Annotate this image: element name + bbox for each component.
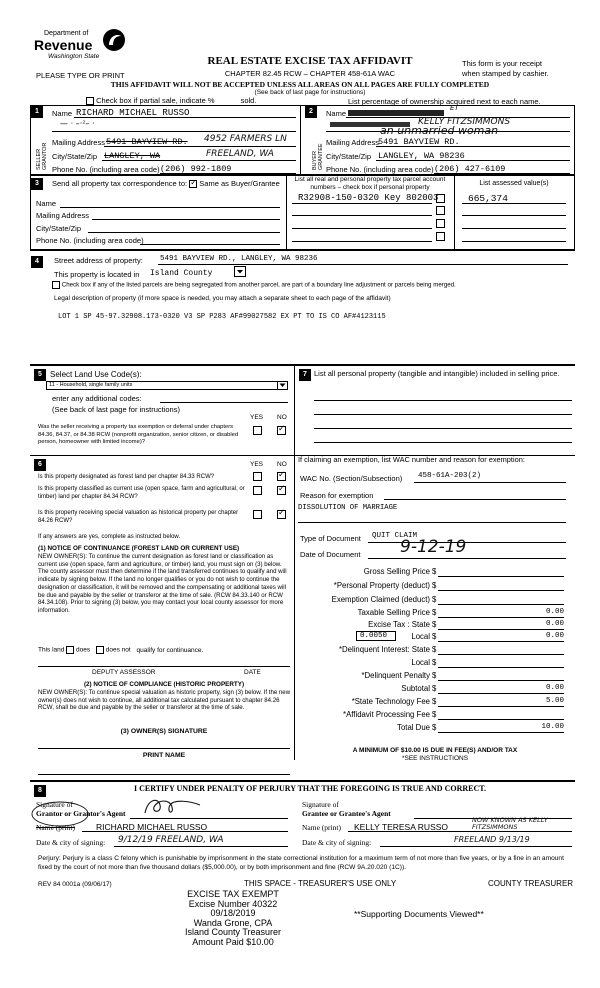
section-6-number: 6 <box>34 459 46 471</box>
forest-q3-yes[interactable] <box>253 510 262 519</box>
forest-q3: Is this property receiving special valuation as historical property per chapter 84.26 RCW? <box>38 510 239 524</box>
doc-type-value[interactable]: QUIT CLAIM <box>372 532 418 540</box>
treasurer-space-label: THIS SPACE - TREASURER'S USE ONLY <box>244 879 397 888</box>
buyer-name-suffix: ET <box>450 104 459 112</box>
dor-logo <box>34 28 134 70</box>
seller-city-label: City/State/Zip <box>52 152 98 161</box>
wac-value[interactable]: 458-61A-203(2) <box>418 472 482 480</box>
sold-label: sold. <box>240 96 257 105</box>
fee-label: *Delinquent Interest: State <box>338 645 430 654</box>
same-as-buyer-checkbox[interactable] <box>189 180 197 188</box>
corr-name-label: Name <box>36 199 57 208</box>
see-back-note: (See back of last page for instructions) <box>254 89 366 96</box>
seller-name-label: Name <box>52 109 73 118</box>
same-as-buyer-label: Same as Buyer/Grantee <box>199 179 280 188</box>
grantor-signature-icon <box>140 795 230 819</box>
street-label: Street address of property: <box>54 256 143 265</box>
notice2-title: (2) NOTICE OF COMPLIANCE (HISTORIC PROPERTY) <box>83 681 245 688</box>
doc-date-label: Date of Document <box>300 550 361 559</box>
land-use-select[interactable] <box>46 381 288 390</box>
grantee-date-city-label: Date & city of signing: <box>302 838 372 847</box>
seller-mailing-label: Mailing Address <box>52 138 105 147</box>
does-checkbox[interactable] <box>66 646 74 654</box>
partial-sale-checkbox[interactable] <box>86 97 94 105</box>
exemption-question: Was the seller receiving a property tax exemption or deferral under chapters 84.36, 84.37, or 84.38 RCW (nonprofit organization, senior citizen, or disabled person, homeowner with limited income)? <box>38 424 239 445</box>
buyer-mailing-label: Mailing Address <box>326 138 379 147</box>
form-warning: THIS AFFIDAVIT WILL NOT BE ACCEPTED UNLESS ALL AREAS ON ALL PAGES ARE FULLY COMPLETED <box>110 80 490 89</box>
form-rev: REV 84 0001a (09/06/17) <box>38 881 112 888</box>
stamp-line-2: Excise Number 40322 <box>188 898 278 909</box>
parcel-1-personal-checkbox[interactable] <box>436 194 445 203</box>
additional-codes-label: enter any additional codes: <box>52 394 142 403</box>
deputy-date-label: DATE <box>244 669 261 676</box>
deputy-assessor-label: DEPUTY ASSESSOR <box>92 669 156 676</box>
land-use-dropdown-button[interactable] <box>277 382 287 389</box>
ownership-label: List percentage of ownership acquired next to each name. <box>348 97 541 106</box>
treasurer-stamp <box>150 890 316 947</box>
section-2-number: 2 <box>305 106 317 118</box>
forest-yes-header: YES <box>250 461 264 468</box>
exemption-claim-label: If claiming an exemption, list WAC number and reason for exemption: <box>298 455 525 464</box>
logo-emblem-icon <box>102 28 126 52</box>
land-use-yes-checkbox[interactable] <box>253 426 262 435</box>
legal-value[interactable]: LOT 1 SP 45-97.32908.173-0320 V3 SP P283 AF#99027582 EX PT TO IS CO AF#4123115 <box>58 313 386 321</box>
segregated-label: Check box if any of the listed parcels are being segregated from another parcel, are part of a boundary line adjustment or parcels being merged. <box>61 281 456 289</box>
segregated-checkbox[interactable] <box>52 281 60 289</box>
forest-q1: Is this property designated as forest land per chapter 84.33 RCW? <box>38 474 215 480</box>
reason-label: Reason for exemption <box>300 491 374 500</box>
doc-date-value[interactable]: 9-12-19 <box>400 537 467 557</box>
fee-label: Exemption Claimed (deduct) <box>331 595 430 604</box>
buyer-name-redaction <box>348 110 444 116</box>
section-5-number: 5 <box>34 369 46 381</box>
seller-city-handwritten: FREELAND, WA <box>206 149 274 159</box>
fee-label: Taxable Selling Price <box>357 608 430 617</box>
section-4-number: 4 <box>31 256 43 268</box>
grantor-agent-label: Grantor or Grantor's Agent <box>36 809 126 818</box>
stamp-line-1: EXCISE TAX EXEMPT <box>187 889 279 899</box>
seller-phone-value[interactable]: (206) 992-1809 <box>160 164 232 174</box>
form-chapters: CHAPTER 82.45 RCW – CHAPTER 458-61A WAC <box>224 69 396 78</box>
grantor-date-city-label: Date & city of signing: <box>36 838 106 847</box>
fee-label: Local <box>411 632 430 641</box>
form-title: REAL ESTATE EXCISE TAX AFFIDAVIT <box>207 55 413 67</box>
buyer-side-label: BUYER GRANTEE <box>312 143 324 170</box>
minimum-note: A MINIMUM OF $10.00 IS DUE IN FEE(S) AND/OR TAX <box>352 747 518 754</box>
parcel-2-personal-checkbox[interactable] <box>436 206 445 215</box>
assessed-value[interactable]: 665,374 <box>468 193 508 204</box>
logo-state-text: Washington State <box>48 53 100 60</box>
receipt-note-2: when stamped by cashier. <box>462 69 549 78</box>
grantee-name-label: Name (print) <box>302 823 341 832</box>
section-7-number: 7 <box>299 369 311 381</box>
fee-label: *State Technology Fee <box>351 697 430 706</box>
fee-label: Excise Tax : State <box>368 620 430 629</box>
seller-phone-label: Phone No. (including area code) <box>52 165 160 174</box>
grantee-name-value[interactable]: KELLY TERESA RUSSO <box>354 822 449 832</box>
certify-title: I CERTIFY UNDER PENALTY OF PERJURY THAT THE FOREGOING IS TRUE AND CORRECT. <box>133 784 486 793</box>
segregated-row <box>52 281 572 289</box>
grantor-name-label: Name (print) <box>36 823 75 832</box>
forest-q2: Is this property classified as current use (open space, farm and agricultural, or timber) land per chapter 84.34 RCW? <box>38 486 245 500</box>
reason-value[interactable]: DISSOLUTION OF MARRIAGE <box>298 504 398 512</box>
corr-city-label: City/State/Zip <box>36 224 82 233</box>
county-value[interactable]: Island County <box>150 269 213 278</box>
buyer-name-label: Name <box>326 109 347 118</box>
seller-mailing-value[interactable]: 5491 BAYVIEW RD. <box>106 137 188 147</box>
county-dropdown[interactable] <box>234 266 246 277</box>
buyer-name-handwritten-2: an unmarried woman <box>380 124 499 137</box>
does-label: does <box>76 646 91 654</box>
land-use-label: Select Land Use Code(s): <box>50 370 142 379</box>
forest-if-yes: If any answers are yes, complete as instructed below. <box>38 534 181 540</box>
seller-mailing-handwritten: 4952 FARMERS LN <box>204 134 287 144</box>
assessed-header: List assessed value(s) <box>479 180 549 187</box>
fee-label: *Personal Property (deduct) <box>333 581 430 590</box>
parcel-4-personal-checkbox[interactable] <box>436 232 445 241</box>
forest-q1-no[interactable] <box>277 472 286 481</box>
notice1-body: NEW OWNER(S): To continue the current designation as forest land or classification as current use (open space, farm and agriculture, or timber) land, you must sign on (3) below. The county assessor must then determine if the land transferred continues to qualify and will indicate by signing below. If the land no longer qualifies or you do not wish to continue the designation or classification, it will be removed and the compensating or additional taxes will be due and payable by the seller or transferor at the time of sale. (RCW 84.33.140 or RCW 84.34.108). Prior to signing (3) below, you may contact your local county assessor for more information. <box>38 553 287 614</box>
local-rate-box[interactable] <box>356 631 396 641</box>
logo-department-text: Department of <box>44 30 89 37</box>
continuance-row <box>38 646 203 654</box>
fee-label: Gross Selling Price <box>363 567 430 576</box>
fee-value[interactable]: 5.00 <box>545 697 564 705</box>
grantor-name-value[interactable]: RICHARD MICHAEL RUSSO <box>96 822 208 832</box>
chevron-down-icon <box>278 382 287 389</box>
forest-q2-yes[interactable] <box>253 486 262 495</box>
land-use-selected: 11 - Household, single family units <box>49 382 133 388</box>
seller-scribble: — · –·¹– · <box>60 119 95 128</box>
notice2-body: NEW OWNER(S): To continue special valuation as historic property, sign (3) below. If the new owner(s) does not wish to continue, all additional tax calculated pursuant to chapter 84.26 RCW, shall be due and payable by the seller or transferor at the time of sale. <box>38 689 291 712</box>
please-type: PLEASE TYPE OR PRINT <box>36 71 125 80</box>
buyer-name-handwritten-1: KELLY FITZSIMMONS <box>418 117 511 127</box>
perjury-text: Perjury: Perjury is a class C felony which is punishable by imprisonment in the state correctional institution for a maximum term of not more than five years, or by a fine in an amount fixed by the court of not more than five thousand dollars ($5,000.00), or by both imprisonment and fine (RCW 9A.20.020 (1C)). <box>38 855 564 871</box>
fee-label: *Delinquent Penalty <box>361 671 430 680</box>
forest-q2-no[interactable] <box>277 486 286 495</box>
section-1-number: 1 <box>31 106 43 118</box>
buyer-phone-value[interactable]: (206) 427-6109 <box>434 164 506 174</box>
forest-q1-yes[interactable] <box>253 472 262 481</box>
parcel-header: List all real and personal property tax parcel account numbers – check box if personal property <box>294 176 446 191</box>
fee-label: Total Due <box>397 723 430 732</box>
this-land-label: This land <box>38 646 65 654</box>
stamp-line-3: 09/18/2019 <box>210 908 256 918</box>
fee-label: *Affidavit Processing Fee <box>343 710 430 719</box>
buyer-city-label: City/State/Zip <box>326 152 372 161</box>
stamp-line-4: Wanda Grone, CPA <box>193 917 273 928</box>
land-use-yes-header: YES <box>250 414 264 421</box>
land-use-no-checkbox[interactable] <box>277 426 286 435</box>
receipt-note-1: This form is your receipt <box>462 59 543 68</box>
partial-sale-label: Check box if partial sale, indicate % <box>96 96 215 105</box>
does-not-checkbox[interactable] <box>96 646 104 654</box>
owner-signature-label: (3) OWNER(S) SIGNATURE <box>120 728 208 735</box>
stamp-line-5: Island County Treasurer <box>184 927 282 937</box>
forest-no-header: NO <box>277 461 287 468</box>
corr-phone-label: Phone No. (including area code) <box>36 236 144 245</box>
county-treasurer-label: COUNTY TREASURER <box>488 879 574 888</box>
parcel-value[interactable]: R32908-150-0320 Key 802003 <box>298 193 439 203</box>
street-value[interactable]: 5491 BAYVIEW RD., LANGLEY, WA 98236 <box>160 255 318 263</box>
see-instructions: *SEE INSTRUCTIONS <box>401 755 469 762</box>
stamp-line-6: Amount Paid $10.00 <box>192 936 274 947</box>
chevron-down-icon <box>235 267 245 276</box>
forest-q3-no[interactable] <box>277 510 286 519</box>
fee-value[interactable]: 0.00 <box>545 620 564 628</box>
fee-label: Local <box>411 658 430 667</box>
grantor-date-city-value[interactable]: 9/12/19 FREELAND, WA <box>118 835 224 845</box>
supporting-docs: **Supporting Documents Viewed** <box>354 909 484 919</box>
buyer-mailing-value[interactable]: 5491 BAYVIEW RD. <box>378 137 460 147</box>
parcel-3-personal-checkbox[interactable] <box>436 219 445 228</box>
fee-value[interactable]: 0.00 <box>545 608 564 616</box>
land-use-no-header: NO <box>277 414 287 421</box>
section-3-number: 3 <box>31 178 43 190</box>
doc-type-label: Type of Document <box>300 534 361 543</box>
grantee-agent-label: Grantee or Grantee's Agent <box>302 809 391 818</box>
grantee-date-city-value[interactable]: FREELAND 9/13/19 <box>454 835 530 844</box>
personal-property-label: List all personal property (tangible and intangible) included in selling price. <box>314 369 560 378</box>
buyer-phone-label: Phone No. (including area code) <box>326 165 434 174</box>
notice1-title: (1) NOTICE OF CONTINUANCE (FOREST LAND OR CURRENT USE) <box>38 545 240 552</box>
does-not-label: does not <box>105 646 131 654</box>
correspondence-label: Send all property tax correspondence to: <box>52 179 188 188</box>
fee-label: Subtotal <box>401 684 430 693</box>
located-label: This property is located in <box>54 270 140 279</box>
wac-label: WAC No. (Section/Subsection) <box>300 474 403 483</box>
fee-value[interactable]: 0.00 <box>545 684 564 692</box>
land-use-see-back: (See back of last page for instructions) <box>52 405 180 414</box>
legal-label: Legal description of property (if more space is needed, you may attach a separate sheet to each page of the affidavit) <box>54 295 391 302</box>
section-8-number: 8 <box>34 785 46 797</box>
seller-city-value[interactable]: LANGLEY, WA <box>104 151 161 161</box>
local-rate-value: 0.0050 <box>360 632 388 640</box>
corr-mailing-label: Mailing Address <box>36 211 89 220</box>
buyer-city-value[interactable]: LANGLEY, WA 98236 <box>378 151 465 161</box>
logo-revenue-text: Revenue <box>34 37 93 53</box>
grantee-aka: NOW KNOWN AS KELLY FITZSIMMONS <box>472 816 548 831</box>
grantee-sig-of: Signature of <box>302 800 339 809</box>
fee-value[interactable]: 10.00 <box>541 723 564 731</box>
fee-value[interactable]: 0.00 <box>545 632 564 640</box>
correspondence-row <box>52 179 280 188</box>
qualify-label: qualify for continuance. <box>136 646 204 654</box>
seller-side-label: SELLER GRANTOR <box>36 142 48 170</box>
grantor-sig-of: Signature of <box>36 800 73 809</box>
seller-name-value[interactable]: RICHARD MICHAEL RUSSO <box>76 108 190 118</box>
print-name-label: PRINT NAME <box>142 752 186 759</box>
